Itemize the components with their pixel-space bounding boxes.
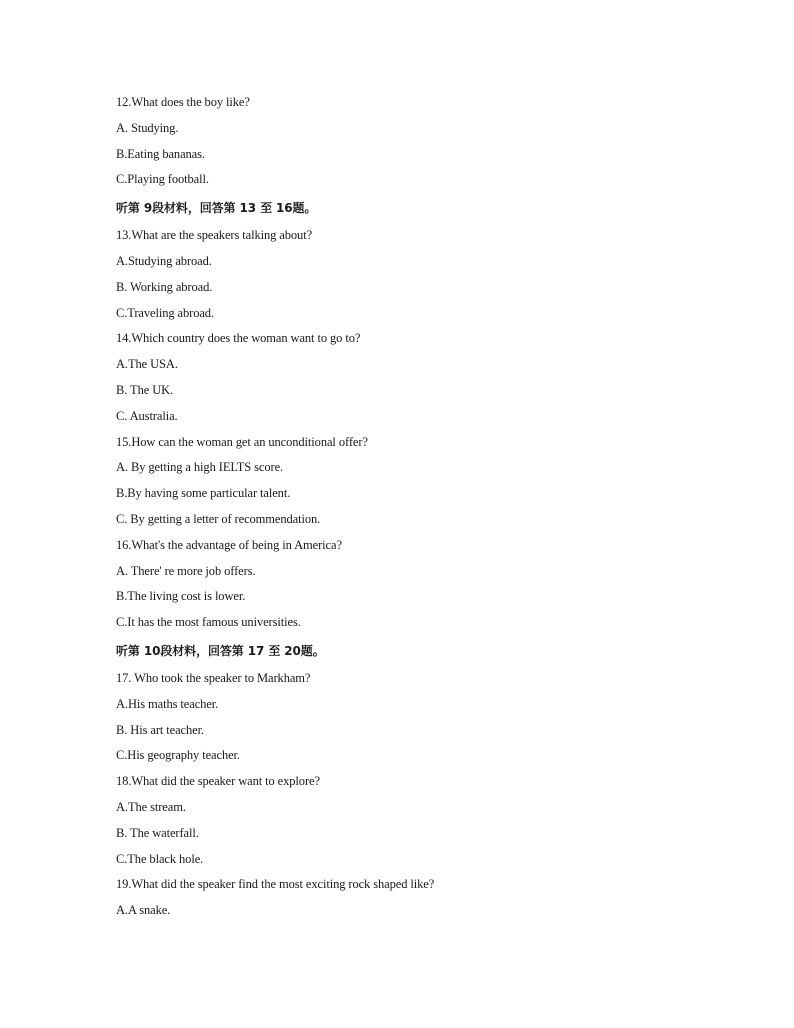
option-text: A. Studying. xyxy=(116,120,179,135)
option-text: B.The living cost is lower. xyxy=(116,589,246,604)
option-text: A.The stream. xyxy=(116,799,186,814)
question-text: 19.What did the speaker find the most exciting rock shaped like? xyxy=(116,877,435,892)
option-text: A. By getting a high IELTS score. xyxy=(116,460,284,475)
option-text: B.By having some particular talent. xyxy=(116,486,291,501)
section-heading: 听第 10段材料，回答第 17 至 20题。 xyxy=(116,643,325,658)
option-text: C.The black hole. xyxy=(116,851,204,866)
question-text: 17. Who took the speaker to Markham? xyxy=(116,670,311,685)
option-text: B. The UK. xyxy=(116,382,174,397)
option-text: B. The waterfall. xyxy=(116,825,199,840)
option-text: A.A snake. xyxy=(116,903,171,918)
option-text: C.It has the most famous universities. xyxy=(116,615,301,630)
option-text: C. By getting a letter of recommendation. xyxy=(116,511,321,526)
question-text: 16.What's the advantage of being in America? xyxy=(116,537,342,552)
option-text: B.Eating bananas. xyxy=(116,146,205,161)
document-body xyxy=(116,90,716,924)
question-text: 12.What does the boy like? xyxy=(116,95,250,109)
option-text: C.Traveling abroad. xyxy=(116,305,214,320)
option-text: C. Australia. xyxy=(116,408,178,423)
option-text: A.Studying abroad. xyxy=(116,253,212,268)
option-text: B. His art teacher. xyxy=(116,722,204,737)
option-text: B. Working abroad. xyxy=(116,279,213,294)
question-text: 15.How can the woman get an unconditional offer? xyxy=(116,434,368,449)
option-text: C.His geography teacher. xyxy=(116,748,240,763)
question-text: 18.What did the speaker want to explore? xyxy=(116,774,320,789)
option-text: A.The USA. xyxy=(116,357,178,372)
section-heading: 听第 9段材料，回答第 13 至 16题。 xyxy=(116,201,317,216)
option-text: A.His maths teacher. xyxy=(116,696,219,711)
option-text: A. There' re more job offers. xyxy=(116,563,256,578)
question-text: 14.Which country does the woman want to go to? xyxy=(116,331,361,346)
option-text: C.Playing football. xyxy=(116,172,209,187)
question-text: 13.What are the speakers talking about? xyxy=(116,228,313,243)
